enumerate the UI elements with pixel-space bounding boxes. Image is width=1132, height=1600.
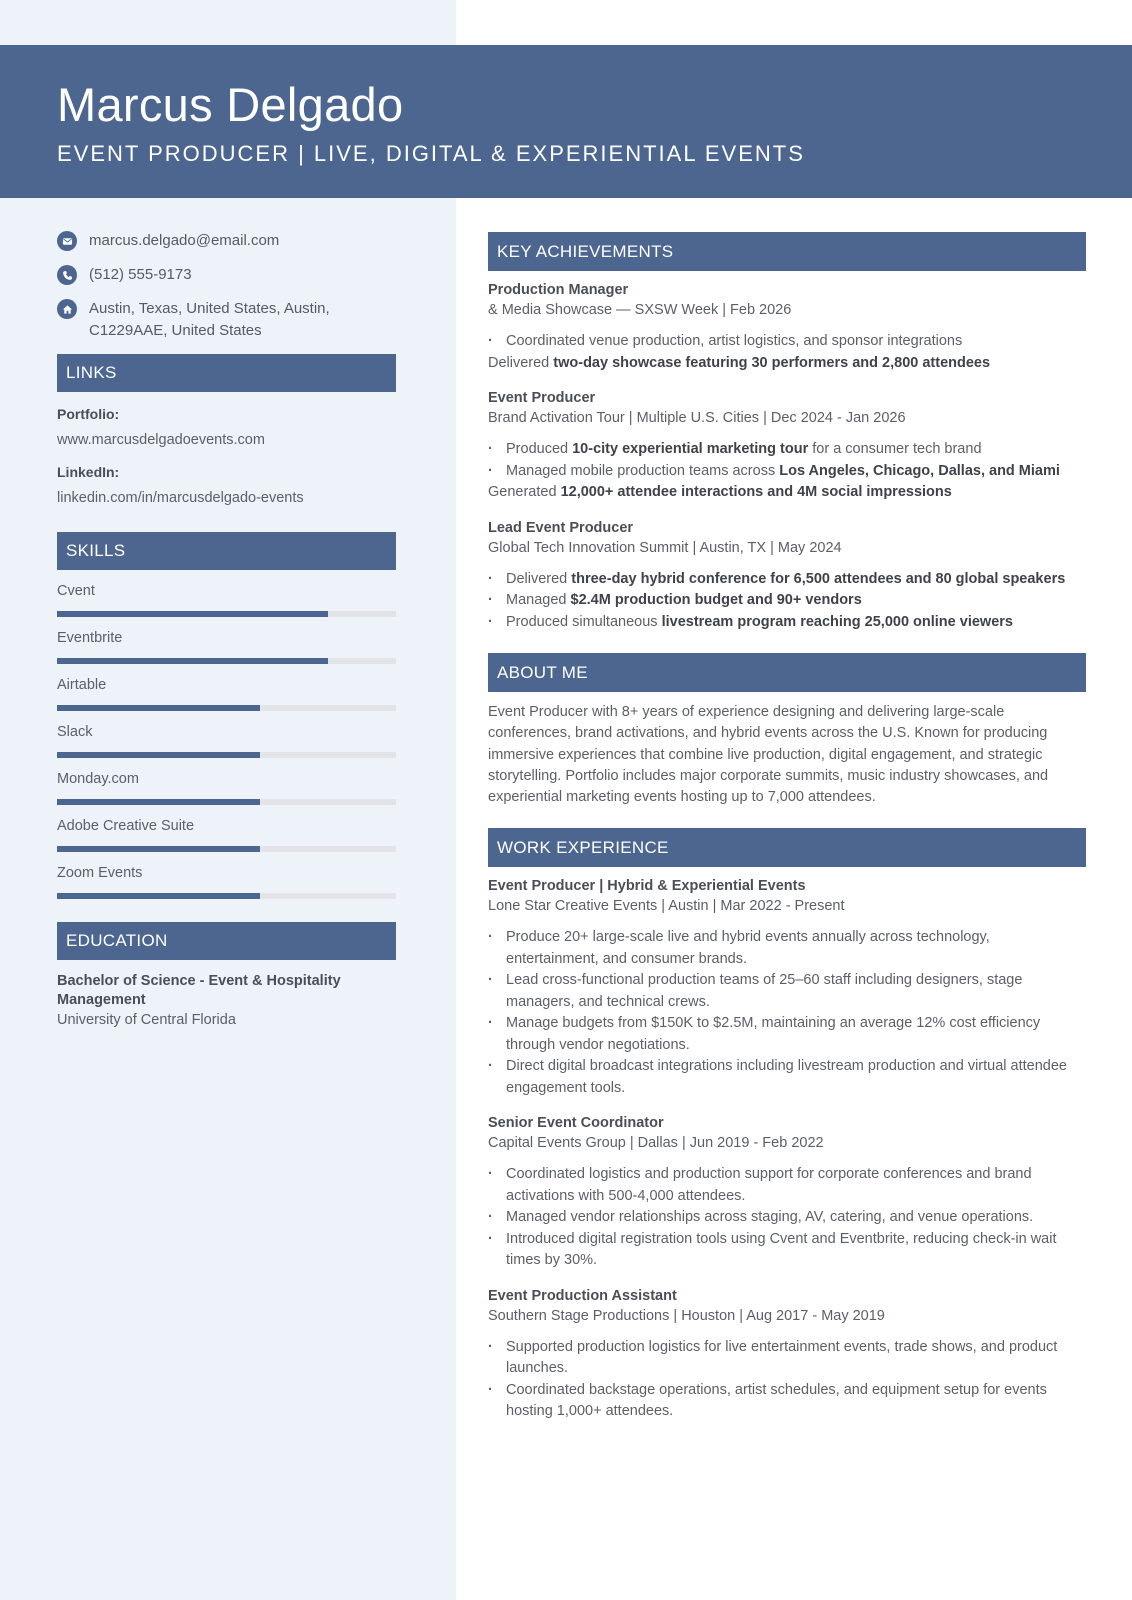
skill-name: Eventbrite xyxy=(57,630,123,646)
skill-bar-fill xyxy=(57,611,328,617)
education-section xyxy=(57,922,396,1030)
bullet-item: · Coordinated logistics and production support for corporate conferences and brand activations with 500-4,000 attendees. xyxy=(488,1164,1086,1207)
phone-icon xyxy=(57,265,77,285)
key-achievements-heading: KEY ACHIEVEMENTS xyxy=(488,232,1086,271)
skill-bar xyxy=(57,752,396,758)
job-bullets xyxy=(488,1164,1086,1272)
contact-info xyxy=(57,230,396,342)
sidebar xyxy=(57,230,396,1030)
job-entry xyxy=(488,876,1086,1099)
bullet-item: · Manage budgets from $150K to $2.5M, maintaining an average 12% cost efficiency through vendor negotiations. xyxy=(488,1013,1086,1056)
about-heading: ABOUT ME xyxy=(488,653,1086,692)
address-line-1: Austin, Texas, United States, Austin, xyxy=(89,300,330,317)
skill-name: Zoom Events xyxy=(57,865,143,881)
links-heading: LINKS xyxy=(57,354,396,392)
portfolio-link[interactable]: www.marcusdelgadoevents.com xyxy=(57,432,265,448)
work-experience-section xyxy=(488,828,1086,1423)
job-subtitle: Lone Star Creative Events | Austin | Mar 2022 - Present xyxy=(488,898,845,915)
portfolio-label: Portfolio: xyxy=(57,406,120,422)
home-icon xyxy=(57,299,77,319)
about-section xyxy=(488,653,1086,808)
skill-bar xyxy=(57,893,396,899)
achievement-subtitle: & Media Showcase — SXSW Week | Feb 2026 xyxy=(488,302,792,318)
bullet-item: · Managed mobile production teams across Los Angeles, Chicago, Dallas, and Miami xyxy=(488,461,1086,483)
skill-bar-fill xyxy=(57,705,260,711)
bullet-item: · Produced simultaneous livestream program reaching 25,000 online viewers xyxy=(488,612,1086,634)
bullet-item: · Lead cross-functional production teams of 25–60 staff including designers, stage managers, and technical crews. xyxy=(488,970,1086,1013)
job-title: Event Production Assistant xyxy=(488,1287,677,1304)
skill-name: Airtable xyxy=(57,677,107,693)
achievement-bullets xyxy=(488,331,1086,374)
bullet-item: · Produced 10-city experiential marketing tour for a consumer tech brand xyxy=(488,439,1086,461)
address-line-2: C1229AAE, United States xyxy=(89,322,262,339)
achievement-bullets xyxy=(488,439,1086,504)
linkedin-link[interactable]: linkedin.com/in/marcusdelgado-events xyxy=(57,490,304,506)
achievement-entry xyxy=(488,388,1086,504)
header-banner xyxy=(0,45,1132,198)
bullet-item: · Direct digital broadcast integrations including livestream production and virtual attendee engagement tools. xyxy=(488,1056,1086,1099)
skill-name: Monday.com xyxy=(57,771,139,787)
skill-item xyxy=(57,816,396,852)
skill-bar-fill xyxy=(57,893,260,899)
skill-bar xyxy=(57,846,396,852)
achievement-entry xyxy=(488,518,1086,634)
job-bullets xyxy=(488,1337,1086,1423)
skill-item xyxy=(57,628,396,664)
job-entry xyxy=(488,1113,1086,1272)
key-achievements-section xyxy=(488,232,1086,633)
skills-section xyxy=(57,532,396,899)
contact-phone[interactable] xyxy=(57,264,396,286)
bullet-item: · Delivered three-day hybrid conference for 6,500 attendees and 80 global speakers xyxy=(488,569,1086,591)
bullet-item: · Managed $2.4M production budget and 90+ vendors xyxy=(488,590,1086,612)
skill-bar xyxy=(57,611,396,617)
job-title: Event Producer | Hybrid & Experiential Events xyxy=(488,878,806,895)
achievement-subtitle: Global Tech Innovation Summit | Austin, TX | May 2024 xyxy=(488,539,842,556)
address-text xyxy=(89,298,330,342)
achievement-title: Lead Event Producer xyxy=(488,519,634,536)
candidate-name: Marcus Delgado xyxy=(57,78,404,131)
skills-list xyxy=(57,581,396,899)
candidate-headline: EVENT PRODUCER | LIVE, DIGITAL & EXPERIENTIAL EVENTS xyxy=(57,141,805,166)
skill-bar-fill xyxy=(57,846,260,852)
phone-text: (512) 555-9173 xyxy=(89,266,192,283)
work-experience-heading: WORK EXPERIENCE xyxy=(488,828,1086,867)
job-bullets xyxy=(488,927,1086,1099)
main-content xyxy=(488,232,1086,1437)
skill-bar-fill xyxy=(57,658,328,664)
bullet-item: · Coordinated venue production, artist logistics, and sponsor integrations xyxy=(488,331,1086,353)
linkedin-label: LinkedIn: xyxy=(57,464,120,480)
skill-item xyxy=(57,675,396,711)
skill-bar-fill xyxy=(57,799,260,805)
bullet-item: · Coordinated backstage operations, artist schedules, and equipment setup for events hosting 1,000+ attendees. xyxy=(488,1380,1086,1423)
achievement-line: Delivered two-day showcase featuring 30 performers and 2,800 attendees xyxy=(488,354,991,371)
education-degree: Bachelor of Science - Event & Hospitality Management xyxy=(57,973,341,1008)
achievement-subtitle: Brand Activation Tour | Multiple U.S. Cities | Dec 2024 - Jan 2026 xyxy=(488,410,906,426)
education-heading: EDUCATION xyxy=(57,922,396,960)
job-title: Senior Event Coordinator xyxy=(488,1115,664,1132)
bullet-item: · Produce 20+ large-scale live and hybrid events annually across technology, entertainment, and consumer brands. xyxy=(488,927,1086,970)
email-text: marcus.delgado@email.com xyxy=(89,232,280,249)
job-subtitle: Southern Stage Productions | Houston | Aug 2017 - May 2019 xyxy=(488,1307,885,1324)
education-school: University of Central Florida xyxy=(57,1012,236,1028)
achievement-line: Generated 12,000+ attendee interactions and 4M social impressions xyxy=(488,484,952,500)
skills-heading: SKILLS xyxy=(57,532,396,570)
bullet-item: · Introduced digital registration tools using Cvent and Eventbrite, reducing check-in wait times by 30%. xyxy=(488,1229,1086,1272)
skill-bar xyxy=(57,658,396,664)
skill-name: Cvent xyxy=(57,583,95,599)
achievement-title: Event Producer xyxy=(488,390,596,406)
links-section xyxy=(57,354,396,508)
bullet-item: · Supported production logistics for live entertainment events, trade shows, and product launches. xyxy=(488,1337,1086,1380)
skill-item xyxy=(57,722,396,758)
skill-item xyxy=(57,769,396,805)
job-subtitle: Capital Events Group | Dallas | Jun 2019 - Feb 2022 xyxy=(488,1135,824,1152)
skill-bar xyxy=(57,799,396,805)
skill-name: Adobe Creative Suite xyxy=(57,818,195,834)
achievement-bullets xyxy=(488,569,1086,634)
job-entry xyxy=(488,1286,1086,1423)
bullet-item: · Managed vendor relationships across staging, AV, catering, and venue operations. xyxy=(488,1207,1086,1229)
envelope-icon xyxy=(57,231,77,251)
skill-item xyxy=(57,581,396,617)
contact-email[interactable] xyxy=(57,230,396,252)
skill-name: Slack xyxy=(57,724,93,740)
about-text: Event Producer with 8+ years of experience designing and delivering large-scale conferences, brand activations, and hybrid events across the U.S. Known for producing immersive experiences that combine live production, digital engagement, and strategic storytelling. Portfolio includes major corporate summits, music industry showcases, and experiential marketing events hosting up to 7,000 attendees. xyxy=(488,704,1049,806)
skill-item xyxy=(57,863,396,899)
achievement-title: Production Manager xyxy=(488,282,629,298)
skill-bar xyxy=(57,705,396,711)
contact-address xyxy=(57,298,396,342)
skill-bar-fill xyxy=(57,752,260,758)
achievement-entry xyxy=(488,280,1086,374)
